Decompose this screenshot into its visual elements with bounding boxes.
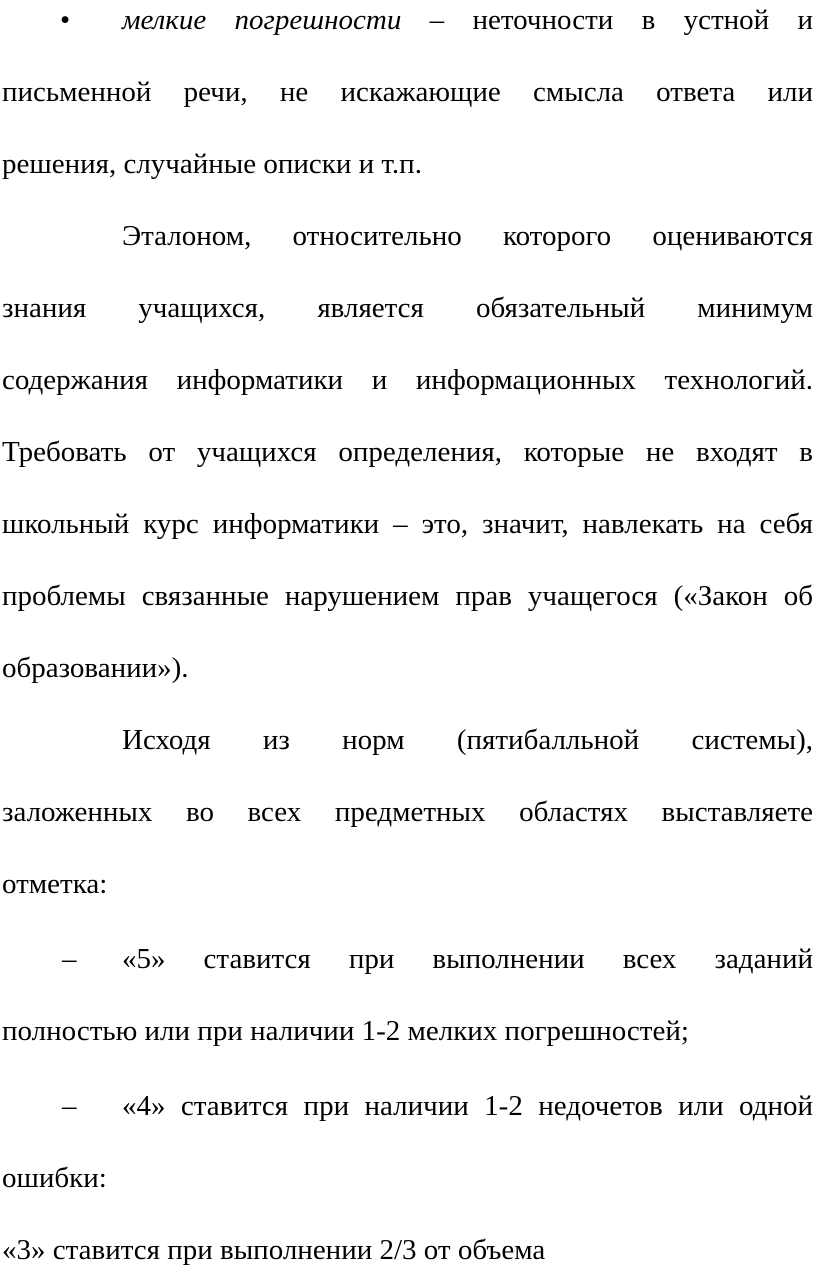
norms-line-2: заложенных во всех предметных областях выставляете (2, 796, 813, 828)
grade5-dash: – (62, 943, 77, 975)
grade4-dash: – (62, 1090, 77, 1122)
bullet-marker: • (60, 4, 71, 36)
grade5-line-1: «5» ставится при выполнении всех заданий (122, 943, 813, 975)
norms-line-3: отметка: (2, 868, 108, 900)
grade5-line-2: полностью или при наличии 1-2 мелких погрешностей; (2, 1015, 689, 1047)
standard-line-7: образовании»). (2, 652, 189, 684)
standard-line-2: знания учащихся, является обязательный минимум (2, 292, 813, 324)
standard-line-6: проблемы связанные нарушением прав учащегося («Закон об (2, 580, 813, 612)
grade3-line-1: «3» ставится при выполнении 2/3 от объема (2, 1234, 546, 1266)
grade4-line-1: «4» ставится при наличии 1-2 недочетов или одной (122, 1090, 813, 1122)
grade4-line-2: ошибки: (2, 1162, 107, 1194)
standard-line-5: школьный курс информатики – это, значит, навлекать на себя (2, 508, 813, 540)
errors-item-line-3: решения, случайные описки и т.п. (2, 148, 422, 180)
errors-item-line-1-rest: – неточности в устной и (429, 4, 813, 36)
standard-line-3: содержания информатики и информационных технологий. (2, 364, 813, 396)
standard-line-4: Требовать от учащихся определения, которые не входят в (2, 436, 813, 468)
errors-item-line-1 (122, 2, 813, 38)
errors-term: мелкие погрешности (122, 4, 402, 36)
errors-item-line-2: письменной речи, не искажающие смысла ответа или (2, 76, 813, 108)
norms-line-1: Исходя из норм (пятибалльной системы), (122, 724, 813, 756)
standard-line-1: Эталоном, относительно которого оцениваются (122, 220, 813, 252)
